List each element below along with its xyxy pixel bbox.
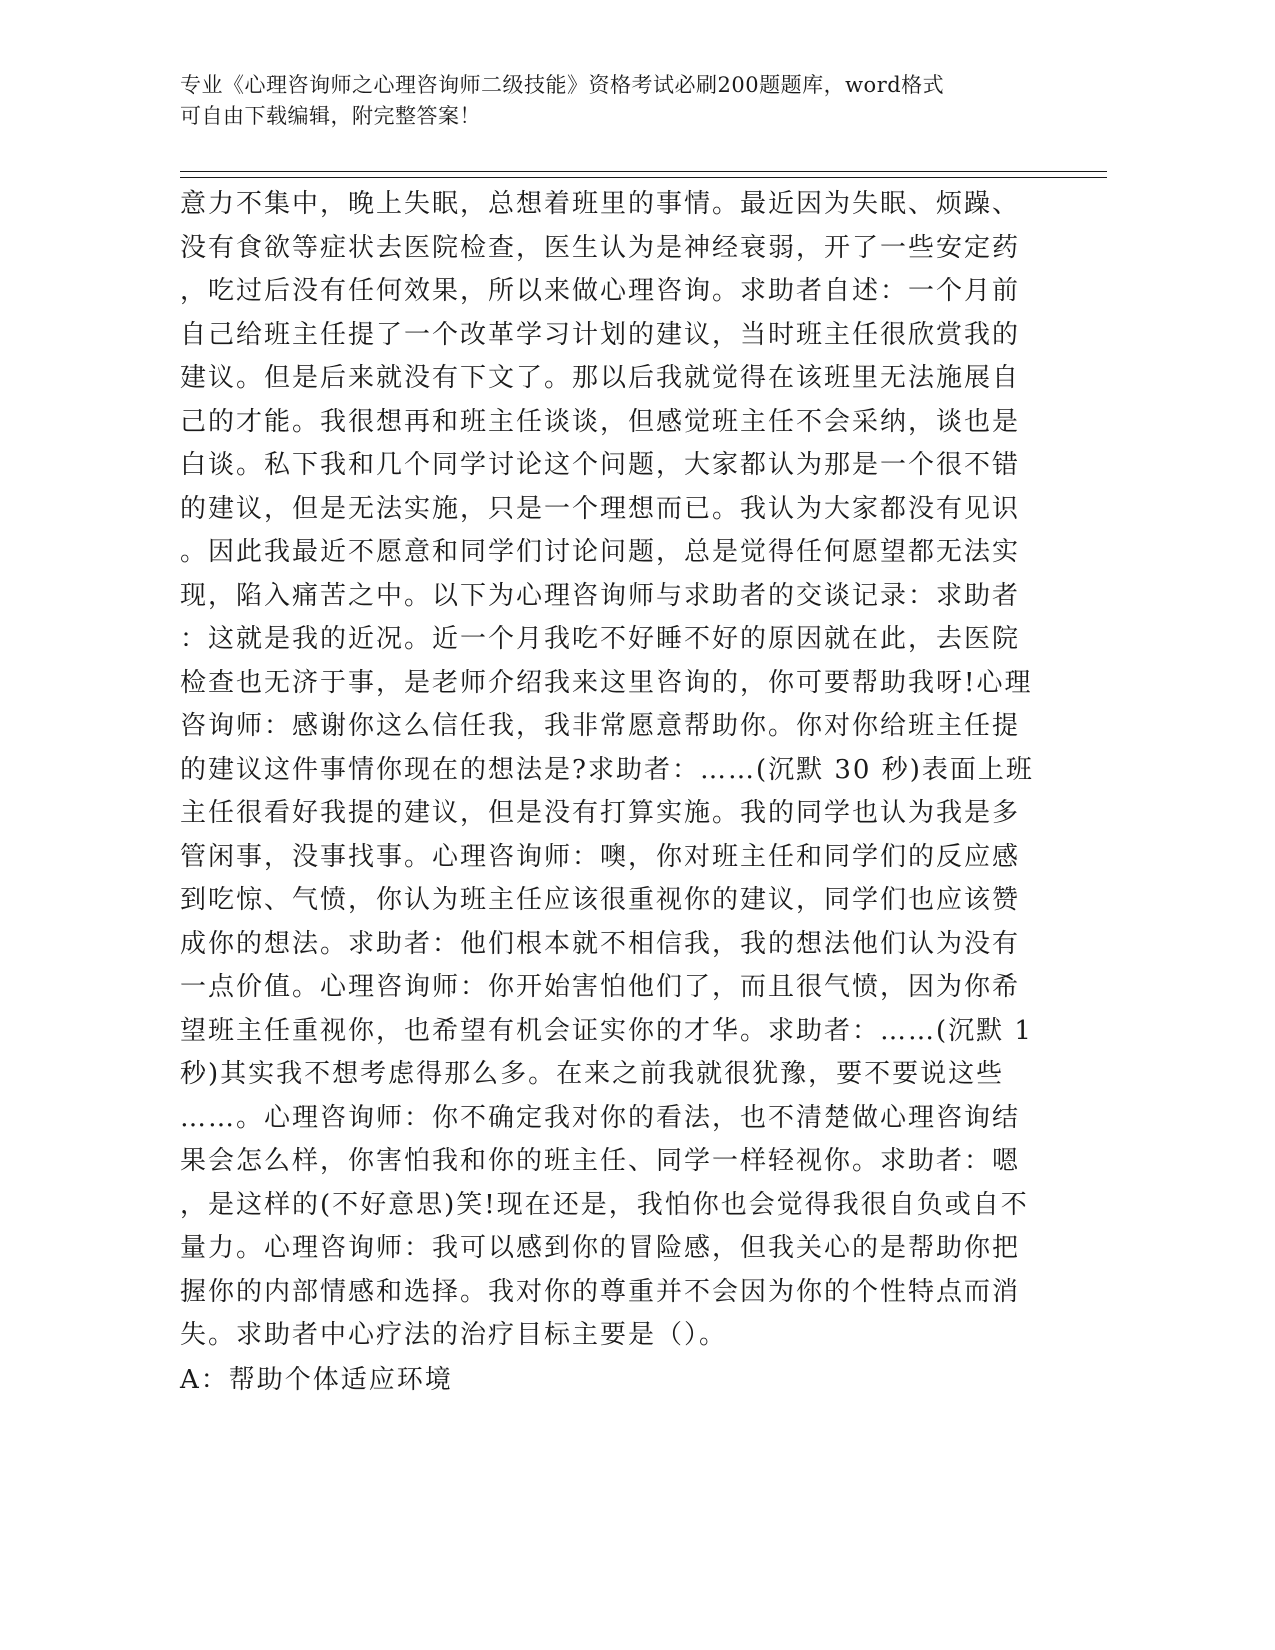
question-line: 自己给班主任提了一个改革学习计划的建议，当时班主任很欣赏我的 <box>180 319 1021 350</box>
question-line: 的建议这件事情你现在的想法是?求助者：……(沉默 30 秒)表面上班 <box>180 754 1034 785</box>
question-line: ，吃过后没有任何效果，所以来做心理咨询。求助者自述：一个月前 <box>180 276 1021 306</box>
header-line-2: 可自由下载编辑，附完整答案！ <box>180 104 481 128</box>
question-line: 一点价值。心理咨询师：你开始害怕他们了，而且很气愤，因为你希 <box>180 972 1021 1002</box>
question-line: 量力。心理咨询师：我可以感到你的冒险感，但我关心的是帮助你把 <box>180 1233 1021 1263</box>
question-line: 己的才能。我很想再和班主任谈谈，但感觉班主任不会采纳，谈也是 <box>180 406 1021 437</box>
question-line: 到吃惊、气愤，你认为班主任应该很重视你的建议，同学们也应该赞 <box>180 885 1021 915</box>
question-line: 没有食欲等症状去医院检查，医生认为是神经衰弱，开了一些安定药 <box>180 232 1021 263</box>
question-line: 秒)其实我不想考虑得那么多。在来之前我就很犹豫，要不要说这些 <box>180 1059 1005 1089</box>
header-line-1: 专业《心理咨询师之心理咨询师二级技能》资格考试必刷200题题库，word格式 <box>180 73 945 97</box>
document-header <box>180 70 1060 132</box>
question-line: 白谈。私下我和几个同学讨论这个问题，大家都认为那是一个很不错 <box>180 450 1021 480</box>
question-line: 失。求助者中心疗法的治疗目标主要是（）。 <box>180 1320 728 1350</box>
question-line: 建议。但是后来就没有下文了。那以后我就觉得在该班里无法施展自 <box>180 363 1021 393</box>
question-line: 现，陷入痛苦之中。以下为心理咨询师与求助者的交谈记录：求助者 <box>180 580 1021 611</box>
question-line: 的建议，但是无法实施，只是一个理想而已。我认为大家都没有见识 <box>180 493 1021 524</box>
question-line: 检查也无济于事，是老师介绍我来这里咨询的，你可要帮助我呀!心理 <box>180 667 1033 698</box>
question-line: 咨询师：感谢你这么信任我，我非常愿意帮助你。你对你给班主任提 <box>180 711 1021 741</box>
question-line: 成你的想法。求助者：他们根本就不相信我，我的想法他们认为没有 <box>180 928 1021 959</box>
header-divider-bottom <box>180 177 1107 178</box>
question-line: ，是这样的(不好意思)笑!现在还是，我怕你也会觉得我很自负或自不 <box>180 1189 1029 1220</box>
question-line: 果会怎么样，你害怕我和你的班主任、同学一样轻视你。求助者：嗯 <box>180 1146 1021 1176</box>
question-line: 望班主任重视你，也希望有机会证实你的才华。求助者：……(沉默 1 <box>180 1015 1033 1046</box>
question-text <box>180 183 1060 1358</box>
answer-option-a: A：帮助个体适应环境 <box>180 1365 453 1395</box>
question-line: ：这就是我的近况。近一个月我吃不好睡不好的原因就在此，去医院 <box>180 624 1021 654</box>
question-line: 管闲事，没事找事。心理咨询师：噢，你对班主任和同学们的反应感 <box>180 841 1021 872</box>
question-line: 。因此我最近不愿意和同学们讨论问题，总是觉得任何愿望都无法实 <box>180 537 1021 567</box>
question-line: 握你的内部情感和选择。我对你的尊重并不会因为你的个性特点而消 <box>180 1276 1021 1307</box>
question-line: 主任很看好我提的建议，但是没有打算实施。我的同学也认为我是多 <box>180 798 1021 828</box>
question-line: 意力不集中，晚上失眠，总想着班里的事情。最近因为失眠、烦躁、 <box>180 189 1021 219</box>
question-line: ……。心理咨询师：你不确定我对你的看法，也不清楚做心理咨询结 <box>180 1102 1021 1133</box>
header-divider-top <box>180 171 1107 172</box>
